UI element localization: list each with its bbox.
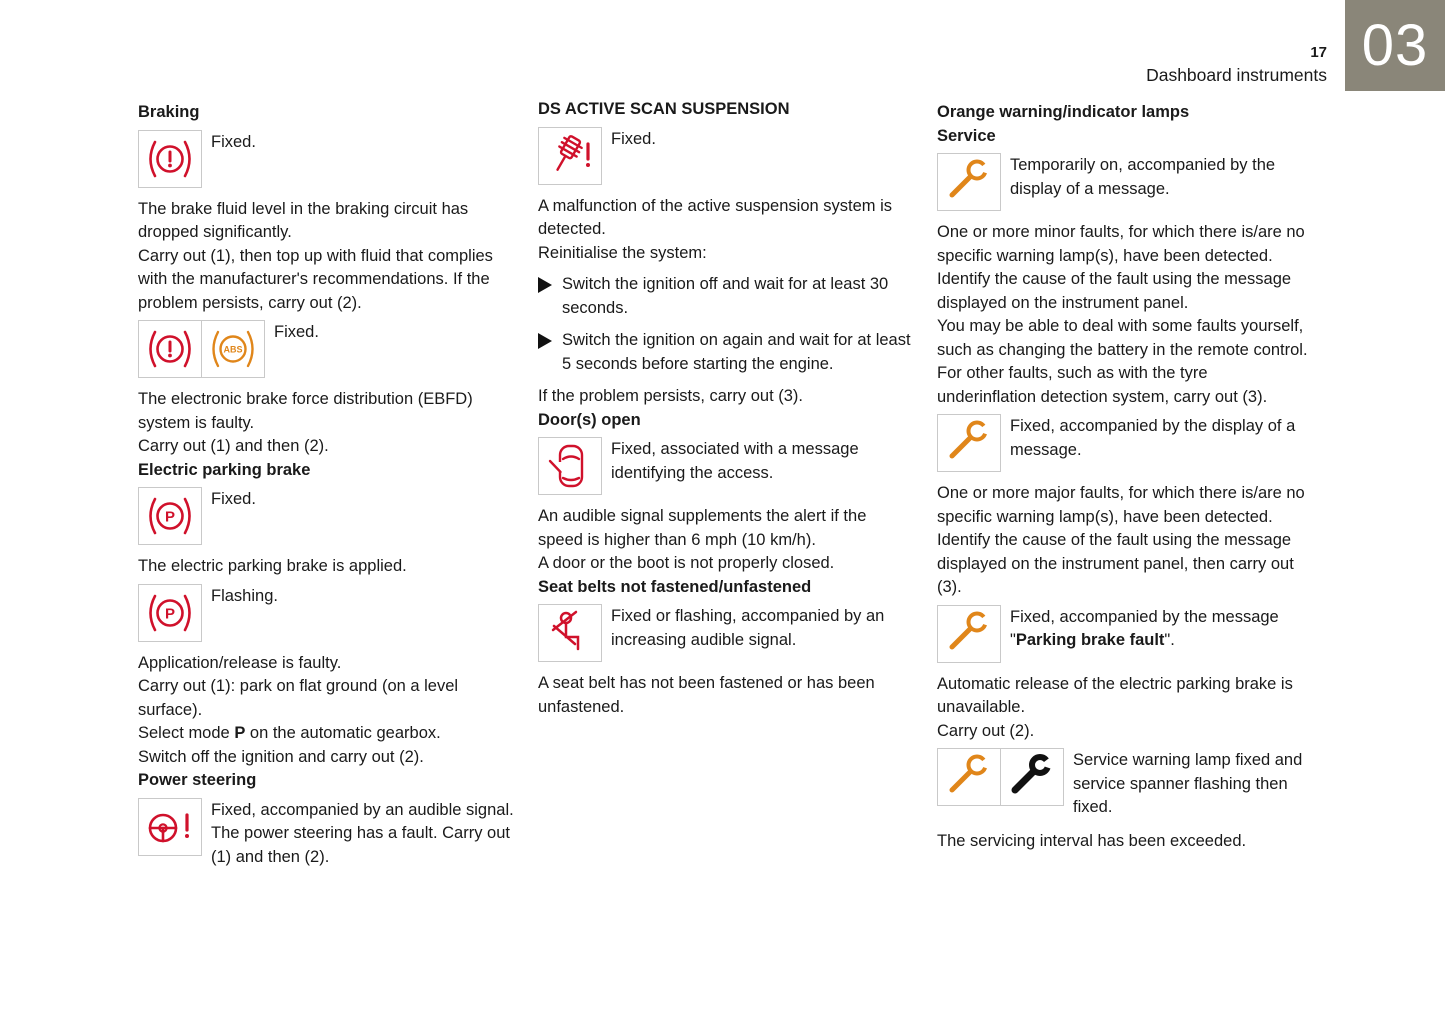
paragraph: The electronic brake force distribution (EBFD) system is faulty. — [138, 390, 473, 432]
bold-run: Parking brake fault — [1015, 631, 1165, 649]
lamp-state: Fixed. — [211, 490, 256, 508]
paragraph: A malfunction of the active suspension system is detected. — [538, 196, 893, 238]
paragraph: A seat belt has not been fastened or has been unfastened. — [538, 674, 875, 716]
paragraph: For other faults, such as with the tyre underinflation detection system, carry out (3). — [937, 364, 1268, 406]
heading-suspension: DS ACTIVE SCAN SUSPENSION — [538, 100, 790, 118]
bold-run: P — [234, 724, 246, 742]
text-run: Fixed, accompanied by the message " — [1010, 607, 1279, 649]
instruction-step — [538, 273, 912, 320]
service-spanner-icon — [937, 153, 1001, 211]
lamp-row — [138, 130, 522, 188]
lamp-row — [937, 153, 1309, 211]
paragraph: Carry out (2). — [937, 721, 1035, 740]
paragraph: An audible signal supplements the alert if the speed is higher than 6 mph (10 km/h). — [538, 507, 867, 549]
lamp-row — [538, 604, 912, 662]
chapter-tab — [1345, 0, 1445, 91]
service-spanner-black-icon — [1000, 748, 1064, 806]
lamp-row — [138, 798, 522, 870]
heading-orange-lamps: Orange warning/indicator lamps — [937, 103, 1190, 121]
lamp-state: Fixed, associated with a message identifying the access. — [611, 440, 859, 482]
lamp-row — [937, 605, 1309, 663]
brake-warning-icon — [138, 130, 202, 188]
bullet-arrow-icon — [538, 333, 552, 349]
paragraph: You may be able to deal with some faults yourself, such as changing the battery in the remote control. — [937, 317, 1308, 359]
lamp-state: Fixed, accompanied by an audible signal. The power steering has a fault. Carry out (1) and then (2). — [211, 800, 514, 866]
service-spanner-icon — [937, 605, 1001, 663]
column-suspension-doors-belts — [538, 98, 912, 719]
abs-icon — [201, 320, 265, 378]
lamp-row — [138, 487, 522, 545]
chapter-number: 03 — [1361, 13, 1429, 78]
column-orange-lamps — [937, 101, 1309, 853]
heading-power-steering: Power steering — [138, 771, 257, 789]
lamp-state: Fixed. — [274, 323, 319, 341]
lamp-state: Service warning lamp fixed and service spanner flashing then fixed. — [1073, 751, 1303, 816]
paragraph: The brake fluid level in the braking circuit has dropped significantly. — [138, 199, 469, 241]
text-run: Select mode — [138, 724, 235, 742]
lamp-row — [937, 748, 1309, 820]
column-braking — [138, 101, 522, 879]
paragraph: Switch off the ignition and carry out (2). — [138, 747, 424, 766]
heading-seat-belts: Seat belts not fastened/unfastened — [538, 577, 812, 596]
instruction-step — [538, 329, 912, 376]
lamp-row — [138, 584, 522, 642]
paragraph: Automatic release of the electric parking brake is unavailable. — [937, 674, 1293, 716]
heading-doors-open: Door(s) open — [538, 410, 641, 429]
heading-electric-parking-brake: Electric parking brake — [138, 460, 311, 479]
lamp-state: Fixed, accompanied by the display of a message. — [1010, 417, 1296, 459]
svg-text:P: P — [164, 605, 176, 622]
paragraph: If the problem persists, carry out (3). — [538, 387, 804, 405]
paragraph — [138, 722, 522, 746]
suspension-warning-icon — [538, 127, 602, 185]
paragraph: Carry out (1): park on flat ground (on a level surface). — [138, 677, 459, 719]
paragraph: Application/release is faulty. — [138, 653, 342, 672]
step-text: Switch the ignition off and wait for at least 30 seconds. — [562, 275, 889, 317]
service-spanner-icon — [937, 414, 1001, 472]
svg-text:P: P — [164, 508, 176, 526]
service-spanner-icon — [937, 748, 1001, 806]
paragraph: One or more major faults, for which there is/are no specific warning lamp(s), have been detected. Identify the cause of the fault using the message displayed on the instrument panel, then carry out (3). — [937, 484, 1305, 596]
heading-braking: Braking — [138, 103, 200, 121]
lamp-state: Flashing. — [211, 586, 278, 605]
paragraph: Carry out (1), then top up with fluid that complies with the manufacturer's recommendations. If the problem persists, carry out (2). — [138, 246, 493, 312]
paragraph: A door or the boot is not properly closed. — [538, 554, 835, 572]
paragraph: Carry out (1) and then (2). — [138, 437, 329, 455]
bullet-arrow-icon — [538, 277, 552, 293]
paragraph: The servicing interval has been exceeded. — [937, 831, 1247, 850]
lamp-state: Temporarily on, accompanied by the display of a message. — [1010, 156, 1276, 198]
lamp-row — [538, 127, 912, 185]
lamp-row — [138, 320, 522, 378]
lamp-row — [937, 414, 1309, 472]
lamp-row — [538, 437, 912, 495]
svg-text:ABS: ABS — [223, 344, 243, 355]
text-run: on the automatic gearbox. — [245, 724, 441, 742]
parking-brake-icon — [138, 584, 202, 642]
step-text: Switch the ignition on again and wait for at least 5 seconds before starting the engine. — [562, 331, 911, 373]
page-number: 17 — [1310, 44, 1327, 61]
lamp-state: Fixed or flashing, accompanied by an increasing audible signal. — [611, 607, 885, 649]
lamp-state: Fixed. — [611, 129, 656, 148]
seat-belt-icon — [538, 604, 602, 662]
paragraph: One or more minor faults, for which there is/are no specific warning lamp(s), have been detected. Identify the cause of the fault using the message displayed on the instrument panel. — [937, 223, 1305, 312]
lamp-state — [1001, 605, 1309, 653]
section-title: Dashboard instruments — [1146, 65, 1327, 85]
heading-service: Service — [937, 126, 996, 145]
text-run: ". — [1164, 631, 1175, 649]
paragraph: Reinitialise the system: — [538, 243, 707, 262]
paragraph: The electric parking brake is applied. — [138, 557, 407, 575]
power-steering-icon — [138, 798, 202, 856]
parking-brake-icon — [138, 487, 202, 545]
lamp-state: Fixed. — [211, 132, 256, 151]
door-open-icon — [538, 437, 602, 495]
brake-warning-icon — [138, 320, 202, 378]
